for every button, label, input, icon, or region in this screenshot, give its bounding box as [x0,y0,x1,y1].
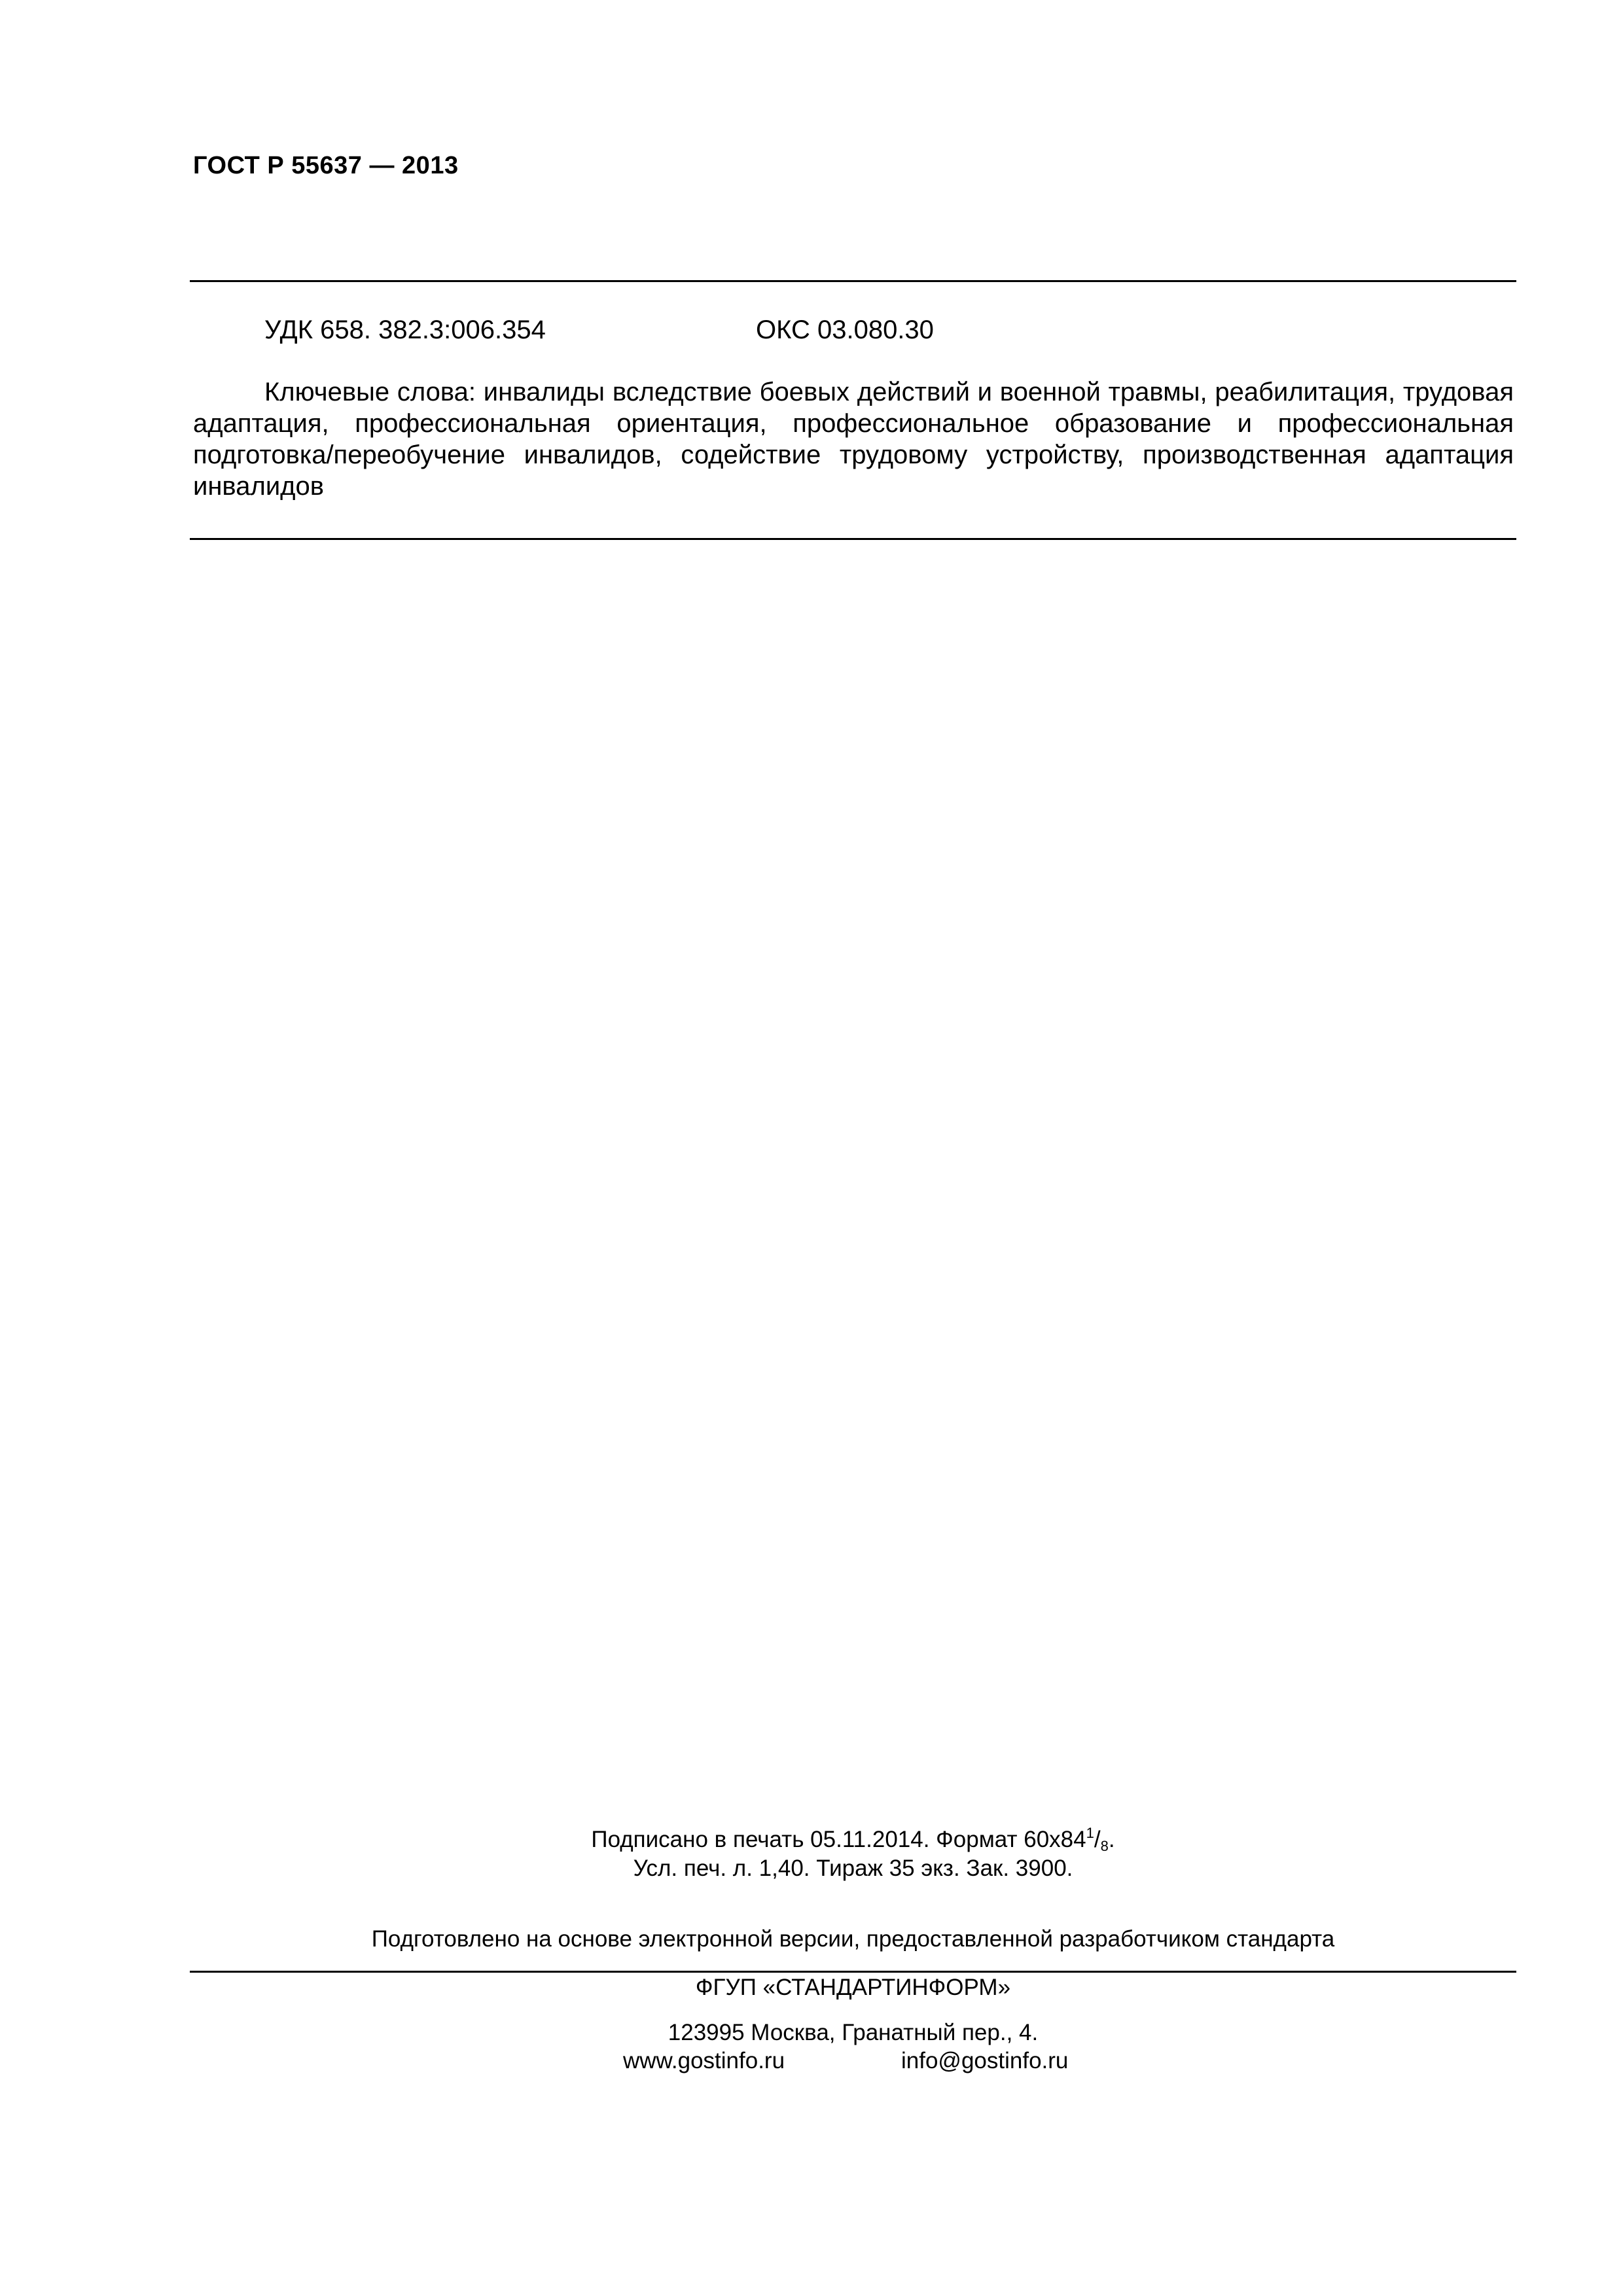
bottom-divider [190,1971,1516,1973]
standard-code: ГОСТ Р 55637 — 2013 [193,152,459,179]
format-end: . [1108,1827,1115,1852]
format-fraction-numerator: 1 [1086,1825,1094,1841]
publisher-address: 123995 Москва, Гранатный пер., 4. [668,2020,1039,2045]
imprint-prepared-note: Подготовлено на основе электронной версии, предоставленной разработчиком стандарта [371,1926,1335,1952]
imprint-signed-text: Подписано в печать 05.11.2014. Формат 60x84 [591,1827,1086,1852]
publisher-email: info@gostinfo.ru [901,2048,1069,2073]
udk-code: УДК 658. 382.3:006.354 [264,315,546,344]
publisher-website: www.gostinfo.ru [623,2048,785,2073]
imprint-sheets-line: Усл. печ. л. 1,40. Тираж 35 экз. Зак. 3900. [633,1856,1073,1881]
top-divider [190,280,1516,282]
imprint-signed-line: Подписано в печать 05.11.2014. Формат $60x84^1/8$. [591,1825,1115,1854]
keywords-paragraph: Ключевые слова: инвалиды вследствие боевых действий и военной травмы, реабилитация, трудовая адаптация, профессиональная ориентация, профессиональное образование и профессиональная подготовка/переобучение инвалидов, содействие трудовому устройству, производственная адаптация инвалидов [193,378,1514,501]
oks-code: ОКС 03.080.30 [756,315,934,344]
format-fraction-denominator: 8 [1100,1838,1109,1854]
middle-divider [190,538,1516,540]
publisher-name: ФГУП «СТАНДАРТИНФОРМ» [695,1975,1011,2000]
